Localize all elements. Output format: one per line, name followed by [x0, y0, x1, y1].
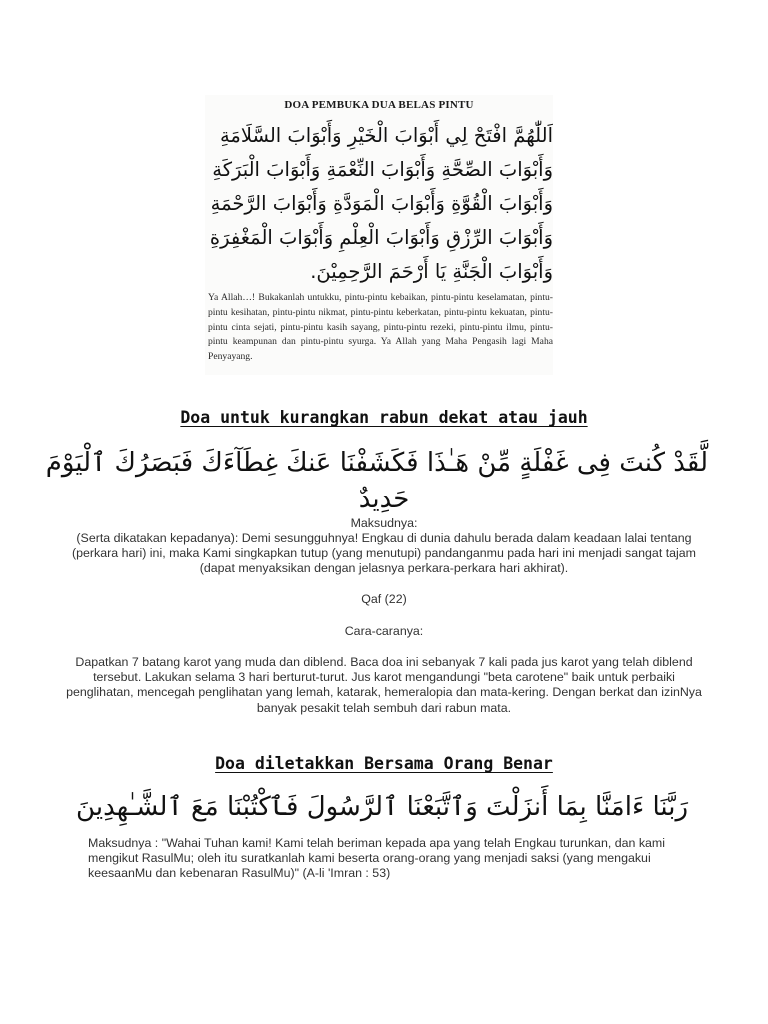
scan-title: DOA PEMBUKA DUA BELAS PINTU [284, 99, 474, 111]
section1-heading: Doa untuk kurangkan rabun dekat atau jauh [180, 408, 588, 427]
section2-maksud-text: Maksudnya : "Wahai Tuhan kami! Kami telah beriman kepada apa yang telah Engkau turunkan, dan kami mengikut RasulMu; oleh itu suratkanlah kami beserta orang-orang yang menjadi saksi (yang mengakui keesaanMu dan kebenaran RasulMu)" (A-li 'Imran : 53) [88, 836, 665, 881]
scan-arabic-line: وَأَبْوَابَ الْجَنَّةِ يَا أَرْحَمَ الرَّحِمِيْنَ. [310, 260, 553, 283]
section1-cara-text: Dapatkan 7 batang karot yang muda dan diblend. Baca doa ini sebanyak 7 kali pada jus karot yang telah diblend tersebut. Lakukan selama 3 hari berturut-turut. Jus karot mengandungi "beta carotene" baik untuk perbaiki penglihatan, mencegah penglihatan yang lemah, katarak, hemeralopia dan mata-kering. Dengan berkat dan izinNya banyak pesakit telah sembuh dari rabun mata. [66, 655, 702, 715]
section2-arabic: رَبَّنَا ءَامَنَّا بِمَا أَنزَلْتَ وَٱتَّبَعْنَا ٱلرَّسُولَ فَٱكْتُبْنَا مَعَ ٱلشَّـٰهِدِينَ [76, 792, 688, 822]
section2-heading: Doa diletakkan Bersama Orang Benar [215, 754, 553, 773]
section1-maksud-text: (Serta dikatakan kepadanya): Demi sesungguhnya! Engkau di dunia dahulu berada dalam keadaan lalai tentang (perkara hari) ini, maka Kami singkapkan tutup (yang menutupi) pandanganmu pada hari ini menjadi sangat tajam (dapat menyaksikan dengan jelasnya perkara-perkara hari akhirat). [71, 531, 696, 576]
section1-maksud-label: Maksudnya: [350, 516, 418, 530]
scan-arabic-line: وَأَبْوَابَ الرِّزْقِ وَأَبْوَابَ الْعِلْمِ وَأَبْوَابَ الْمَغْفِرَةِ [209, 226, 553, 249]
scan-arabic-line: وَأَبْوَابَ الْقُوَّةِ وَأَبْوَابَ الْمَوَدَّةِ وَأَبْوَابَ الرَّحْمَةِ [210, 192, 553, 215]
scan-arabic-line: وَأَبْوَابَ الصِّحَّةِ وَأَبْوَابَ النِّعْمَةِ وَأَبْوَابَ الْبَرَكَةِ [212, 158, 553, 181]
section1-arabic-line2: حَدِيدٌ [358, 484, 410, 514]
scan-arabic-line: اَللّٰهُمَّ افْتَحْ لِي أَبْوَابَ الْخَيْرِ وَأَبْوَابَ السَّلَامَةِ [219, 124, 553, 147]
scanned-prayer-image [205, 95, 553, 375]
section1-cara-label: Cara-caranya: [344, 624, 424, 638]
scan-arabic-text [205, 119, 553, 289]
scan-translation: Ya Allah…! Bukakanlah untukku, pintu-pintu kebaikan, pintu-pintu keselamatan, pintu-pintu kesihatan, pintu-pintu nikmat, pintu-pintu keberkatan, pintu-pintu kekuatan, pintu-pintu cinta sejati, pintu-pintu kasih sayang, pintu-pintu rezeki, pintu-pintu ilmu, pintu-pintu keampunan dan pintu-pintu syurga. Ya Allah yang Maha Pengasih lagi Maha Penyayang. [208, 292, 553, 363]
section1-surah-reference: Qaf (22) [361, 592, 407, 606]
section1-arabic-line1: لَّقَدْ كُنتَ فِى غَفْلَةٍ مِّنْ هَـٰذَا فَكَشَفْنَا عَنكَ غِطَآءَكَ فَبَصَرُكَ ٱلْيَوْمَ [45, 448, 708, 478]
